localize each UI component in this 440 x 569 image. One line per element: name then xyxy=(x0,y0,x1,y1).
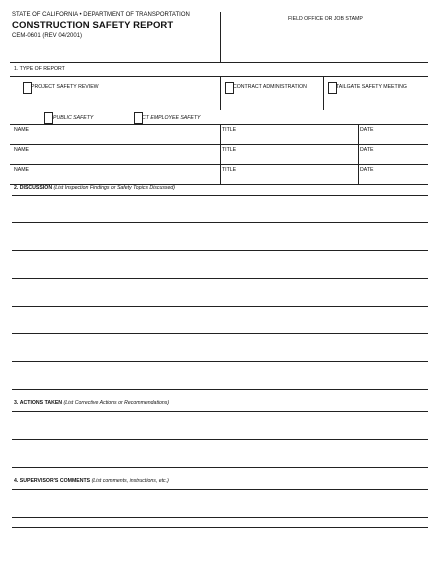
discussion-number: 2. xyxy=(14,185,19,191)
bullet-separator: • xyxy=(79,12,82,18)
discussion-line xyxy=(12,195,428,196)
actions-heading xyxy=(14,400,169,406)
name-field-1[interactable] xyxy=(12,133,218,142)
date-label-1: DATE xyxy=(360,127,374,133)
supervisor-heading xyxy=(14,478,169,484)
signature-col-divider-2 xyxy=(358,124,359,184)
title-field-2[interactable] xyxy=(222,153,356,162)
type-of-report-heading: 1. TYPE OF REPORT xyxy=(14,66,65,72)
actions-line xyxy=(12,467,428,468)
title-field-3[interactable] xyxy=(222,173,356,182)
discussion-line xyxy=(12,306,428,307)
actions-hint: (List Corrective Actions or Recommendations) xyxy=(63,400,170,406)
discussion-line xyxy=(12,361,428,362)
section-1-top-rule xyxy=(10,62,428,63)
discussion-line xyxy=(12,278,428,279)
form-number: CEM-0601 (REV 04/2001) xyxy=(12,33,83,39)
option-public-safety: PUBLIC SAFETY xyxy=(53,115,94,121)
actions-number: 3. xyxy=(14,400,19,406)
supervisor-title: SUPERVISOR'S COMMENTS xyxy=(19,478,91,484)
name-field-2[interactable] xyxy=(12,153,218,162)
date-field-3[interactable] xyxy=(360,173,426,182)
option-tailgate-safety-meeting: TAILGATE SAFETY MEETING xyxy=(336,84,407,90)
signature-row-2-top xyxy=(10,144,428,145)
title-label-2: TITLE xyxy=(222,147,237,153)
name-label-2: NAME xyxy=(14,147,29,153)
checkbox-public-safety[interactable] xyxy=(44,112,53,124)
option-ct-employee-safety: CT EMPLOYEE SAFETY xyxy=(142,115,201,121)
date-field-1[interactable] xyxy=(360,133,426,142)
agency-line xyxy=(12,12,190,19)
supervisor-hint: (List comments, instructions, etc.) xyxy=(91,478,169,484)
name-label-3: NAME xyxy=(14,167,29,173)
actions-title: ACTIONS TAKEN xyxy=(19,400,63,406)
signature-row-3-top xyxy=(10,164,428,165)
supervisor-line xyxy=(12,489,428,490)
discussion-hint: (List Inspection Findings or Safety Topics Discussed) xyxy=(53,185,176,191)
supervisor-line xyxy=(12,527,428,528)
form-title: CONSTRUCTION SAFETY REPORT xyxy=(12,20,174,31)
type-col-divider-1 xyxy=(220,76,221,110)
discussion-line xyxy=(12,250,428,251)
state-label: STATE OF CALIFORNIA xyxy=(12,12,78,18)
date-label-3: DATE xyxy=(360,167,374,173)
discussion-title: DISCUSSION xyxy=(19,185,53,191)
supervisor-line xyxy=(12,517,428,518)
actions-line xyxy=(12,439,428,440)
stamp-label: FIELD OFFICE OR JOB STAMP xyxy=(288,16,363,22)
date-label-2: DATE xyxy=(360,147,374,153)
discussion-line xyxy=(12,222,428,223)
name-label-1: NAME xyxy=(14,127,29,133)
discussion-heading xyxy=(14,185,175,191)
supervisor-number: 4. xyxy=(14,478,19,484)
discussion-line xyxy=(12,333,428,334)
actions-writing-area[interactable] xyxy=(12,408,426,466)
title-label-1: TITLE xyxy=(222,127,237,133)
actions-line xyxy=(12,411,428,412)
signature-col-divider-1 xyxy=(220,124,221,184)
title-label-3: TITLE xyxy=(222,167,237,173)
title-field-1[interactable] xyxy=(222,133,356,142)
name-field-3[interactable] xyxy=(12,173,218,182)
supervisor-writing-area[interactable] xyxy=(12,487,426,527)
date-field-2[interactable] xyxy=(360,153,426,162)
department-label: DEPARTMENT OF TRANSPORTATION xyxy=(83,12,190,18)
type-col-divider-2 xyxy=(323,76,324,110)
type-row-rule xyxy=(10,76,428,77)
stamp-area[interactable] xyxy=(222,22,427,61)
option-contract-administration: CONTRACT ADMINISTRATION xyxy=(233,84,307,90)
signature-row-1-top xyxy=(10,124,428,125)
option-project-safety-review: PROJECT SAFETY REVIEW xyxy=(31,84,99,90)
discussion-line xyxy=(12,389,428,390)
header-divider xyxy=(220,12,221,62)
